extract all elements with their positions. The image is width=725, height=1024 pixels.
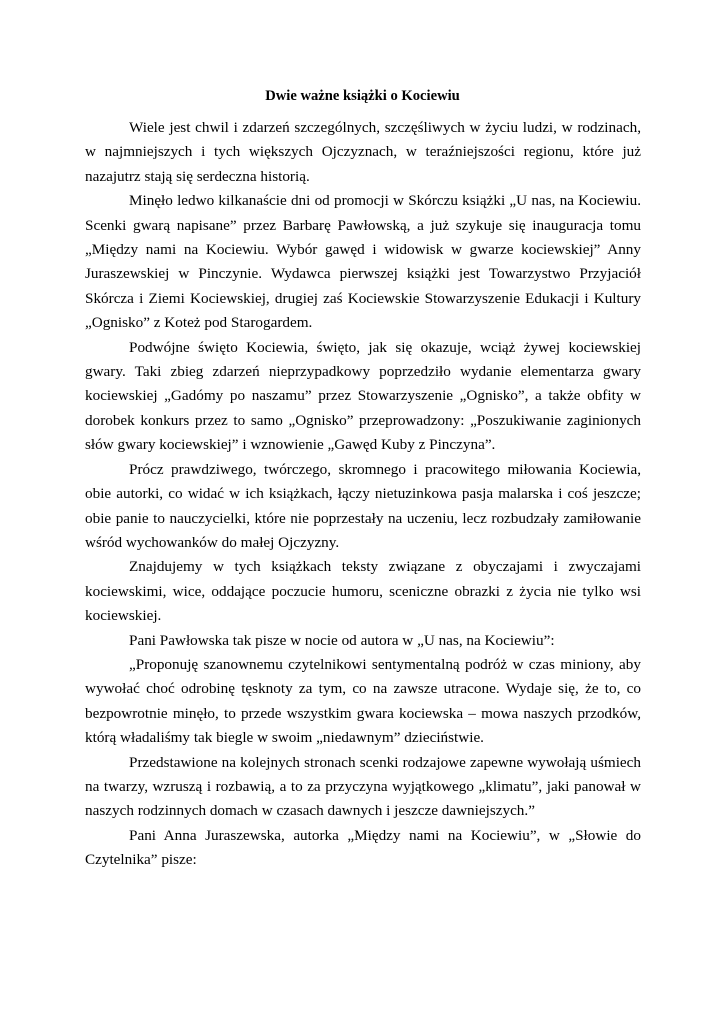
document-title: Dwie ważne książki o Kociewiu: [265, 88, 460, 104]
paragraph-4: Prócz prawdziwego, twórczego, skromnego i pracowitego miłowania Kociewia, obie autorki, co widać w ich książkach, łączy nietuzinkowa pasja malarska i coś jeszcze; obie panie to nauczycielki, które nie poprzestały na uczeniu, lecz rozbudzały zamiłowanie wśród wychowanków do małej Ojczyzny.: [85, 460, 641, 551]
paragraph-7: Pani Anna Juraszewska, autorka „Między nami na Kociewiu”, w „Słowie do Czytelnika” pisze:: [85, 826, 641, 869]
quote-paragraph-1: „Proponuję szanownemu czytelnikowi sentymentalną podróż w czas miniony, aby wywołać choć odrobinę tęsknoty za tym, co na zawsze utracone. Wydaje się, że to, co bezpowrotnie minęło, to przede wszystkim gwara kociewska – mowa naszych przodków, którą władaliśmy tak biegle w swoim „niedawnym” dzieciństwie.: [85, 655, 641, 747]
paragraph-2: Minęło ledwo kilkanaście dni od promocji w Skórczu książki „U nas, na Kociewiu. Scenki gwarą napisane” przez Barbarę Pawłowską, a już szykuje się inauguracja tomu „Między nami na Kociewiu. Wybór gawęd i widowisk w gwarze kociewskiej” Anny Juraszewskiej w Pinczynie. Wydawca pierwszej książki jest Towarzystwo Przyjaciół Skórcza i Ziemi Kociewskiej, drugiej zaś Kociewskie Stowarzyszenie Edukacji i Kultury „Ognisko” z Koteż pod Starogardem.: [85, 192, 641, 332]
paragraph-3: Podwójne święto Kociewia, święto, jak się okazuje, wciąż żywej kociewskiej gwary. Taki zbieg zdarzeń nieprzypadkowy poprzedziło wydanie elementarza gwary kociewskiej „Gadómy po naszamu” przez Stowarzyszenie „Ognisko”, a także obfity w dorobek konkurs przez to samo „Ognisko” przeprowadzony: „Poszukiwanie zaginionych słów gwary kociewskiej” i wznowienie „Gawęd Kuby z Pinczyna”.: [85, 338, 641, 454]
paragraph-1: Wiele jest chwil i zdarzeń szczególnych, szczęśliwych w życiu ludzi, w rodzinach, w najmniejszych i tych większych Ojczyznach, w teraźniejszości regionu, które już nazajutrz stają się serdeczna historią.: [85, 119, 641, 185]
paragraph-6: Pani Pawłowska tak pisze w nocie od autora w „U nas, na Kociewiu”:: [129, 631, 555, 649]
document-body: [85, 116, 641, 873]
quote-paragraph-2: Przedstawione na kolejnych stronach scenki rodzajowe zapewne wywołają uśmiech na twarzy, wzruszą i rozbawią, a to za przyczyna wyjątkowego „klimatu”, jaki panował w naszych rodzinnych domach w czasach dawnych i jeszcze dawniejszych.”: [85, 753, 641, 820]
paragraph-5: Znajdujemy w tych książkach teksty związane z obyczajami i zwyczajami kociewskimi, wice, oddające poczucie humoru, sceniczne obrazki z życia nie tylko wsi kociewskiej.: [85, 558, 641, 625]
